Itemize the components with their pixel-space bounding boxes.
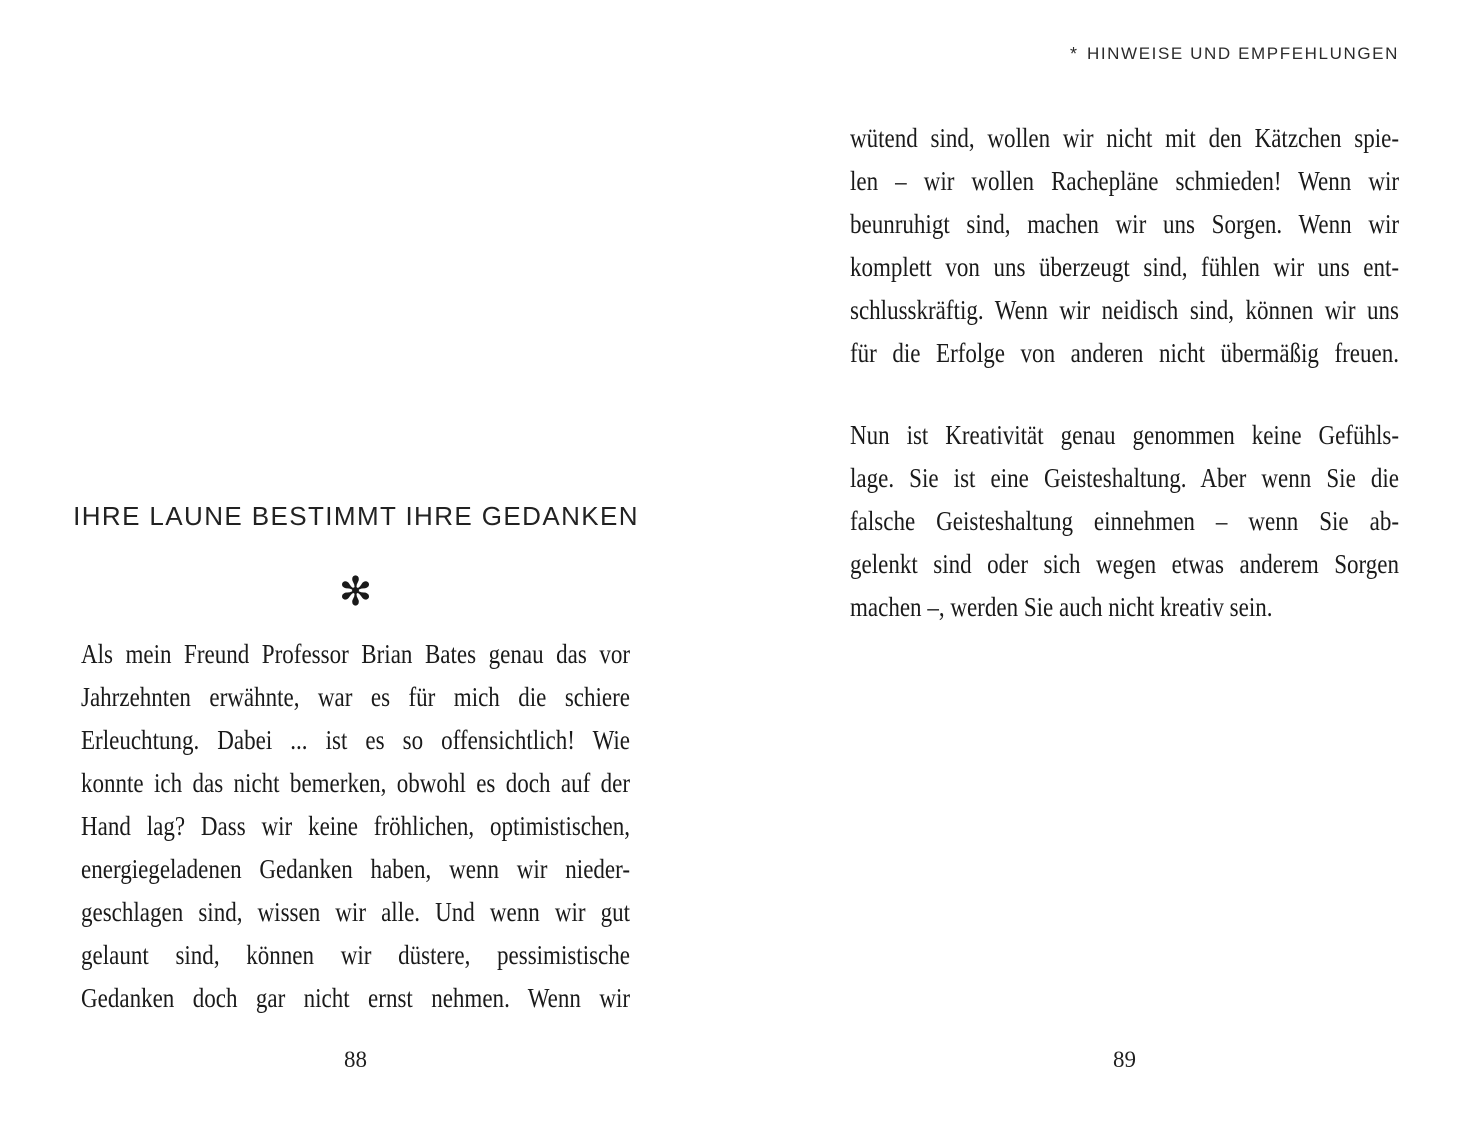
asterisk-icon: * [1069,44,1077,64]
text-line: machen –, werden Sie auch nicht kreativ sein. [850,592,1273,622]
section-heading: IHRE LAUNE BESTIMMT IHRE GEDANKEN [73,501,639,531]
text-line: gelaunt sind, können wir düstere, pessimistische [81,940,631,970]
running-header [850,42,1399,65]
text-line: gelenkt sind oder sich wegen etwas anderem Sorgen [850,549,1400,579]
right-page-text [850,117,1476,629]
text-line: komplett von uns überzeugt sind, fühlen wir uns ent- [850,252,1400,282]
text-line: Hand lag? Dass wir keine fröhlichen, optimistischen, [81,811,631,841]
running-header-label: HINWEISE UND EMPFEHLUNGEN [1086,44,1399,63]
text-line: konnte ich das nicht bemerken, obwohl es doch auf der [81,768,631,798]
right-page-paragraph-1 [850,117,1476,375]
text-line: energiegeladenen Gedanken haben, wenn wir nieder- [81,854,631,884]
right-page-paragraph-2 [850,414,1476,629]
asterisk-ornament-icon: ✻ [338,569,373,615]
page-number-right: 89 [1113,1047,1136,1072]
page-number-left: 88 [344,1047,367,1072]
text-line: falsche Geisteshaltung einnehmen – wenn Sie ab- [850,506,1400,536]
text-line: Nun ist Kreativität genau genommen keine Gefühls- [850,420,1400,450]
text-line: len – wir wollen Rachepläne schmieden! Wenn wir [850,166,1400,196]
text-line: Gedanken doch gar nicht ernst nehmen. Wenn wir [81,983,631,1013]
text-line: lage. Sie ist eine Geisteshaltung. Aber wenn Sie die [850,463,1400,493]
text-line: schlusskräftig. Wenn wir neidisch sind, können wir uns [850,295,1400,325]
text-line: Erleuchtung. Dabei ... ist es so offensichtlich! Wie [81,725,631,755]
text-line: Als mein Freund Professor Brian Bates genau das vor [81,639,631,669]
text-line: geschlagen sind, wissen wir alle. Und wenn wir gut [81,897,631,927]
text-line: Jahrzehnten erwähnte, war es für mich die schiere [81,682,631,712]
left-page-paragraph [81,633,725,1020]
text-line: wütend sind, wollen wir nicht mit den Kätzchen spie- [850,123,1400,153]
text-line: für die Erfolge von anderen nicht übermäßig freuen. [850,338,1400,368]
paragraph-gap [850,375,1476,414]
text-line: beunruhigt sind, machen wir uns Sorgen. Wenn wir [850,209,1400,239]
